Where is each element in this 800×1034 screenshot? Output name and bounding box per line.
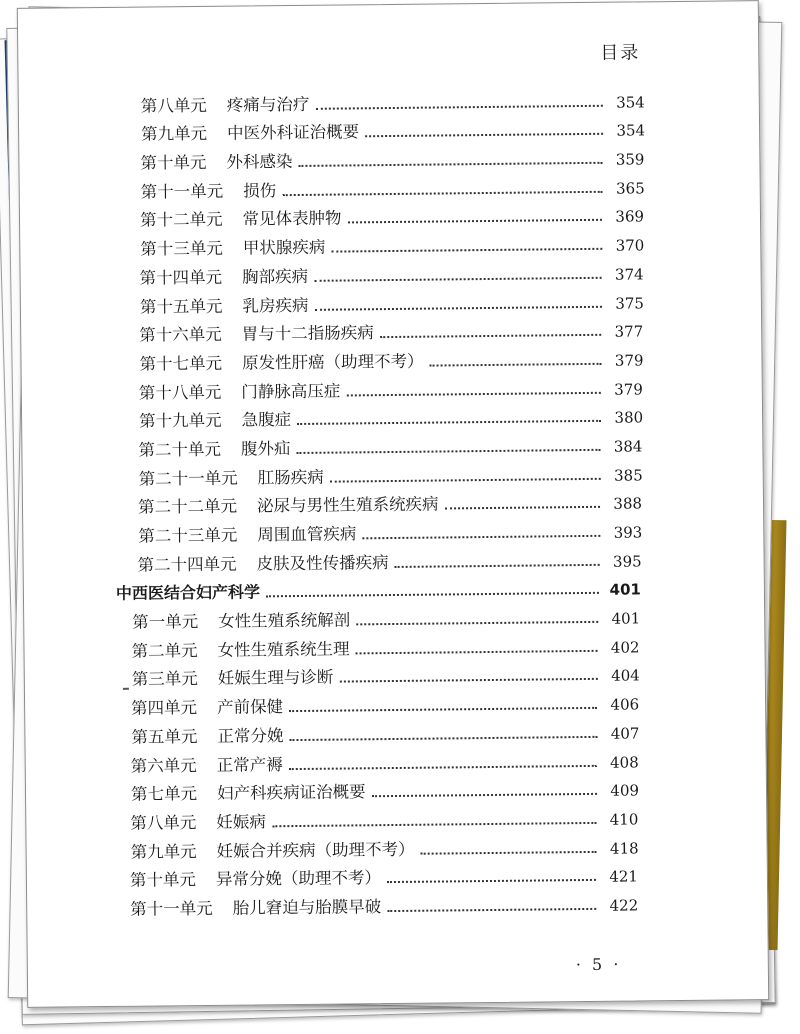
toc-leader-dots: [330, 476, 601, 482]
print-speck: [123, 688, 129, 690]
toc-page-number: 359: [615, 150, 645, 169]
toc-page: [17, 0, 769, 1008]
toc-page-number: 402: [610, 638, 640, 657]
toc-unit: 第二十一单元: [138, 468, 238, 489]
toc-leader-dots: [445, 505, 601, 510]
toc-page-number: 354: [616, 121, 646, 141]
toc-leader-dots: [395, 563, 600, 568]
toc-page-number: 385: [613, 466, 643, 485]
toc-title: 胃与十二指肠疾病: [241, 323, 374, 344]
toc-title: 妊娠病: [216, 812, 266, 832]
toc-title: 女性生殖系统生理: [217, 639, 350, 660]
toc-unit: 第十四单元: [139, 267, 223, 288]
toc-title: 妊娠合并疾病（助理不考）: [216, 839, 415, 861]
toc-page-number: 406: [610, 695, 640, 714]
toc-leader-dots: [380, 333, 602, 338]
toc-leader-dots: [372, 792, 598, 797]
toc-title: 乳房疾病: [242, 295, 309, 316]
toc-title: 急腹症: [241, 410, 292, 430]
toc-unit: 第四单元: [131, 698, 198, 718]
toc-page-number: 401: [611, 609, 641, 628]
toc-unit: 第三单元: [131, 669, 198, 690]
toc-leader-dots: [387, 907, 596, 912]
toc-title: 原发性肝癌（助理不考）: [241, 351, 424, 373]
toc-page-number: 401: [609, 580, 642, 600]
toc-title: 胎儿窘迫与胎膜早破: [232, 897, 382, 918]
toc-page-number: 365: [615, 179, 645, 198]
table-of-contents: [19, 81, 768, 921]
toc-leader-dots: [297, 419, 601, 425]
toc-unit: 第十单元: [140, 152, 207, 173]
toc-unit: 第五单元: [131, 726, 198, 747]
toc-title: 腹外疝: [240, 439, 291, 459]
toc-unit: 第二十四单元: [137, 554, 237, 575]
toc-leader-dots: [346, 390, 601, 396]
toc-page-number: 393: [613, 523, 643, 542]
toc-unit: 第十九单元: [139, 411, 222, 431]
toc-unit: 第十二单元: [139, 210, 223, 231]
toc-unit: 第十三单元: [140, 238, 223, 259]
toc-leader-dots: [365, 132, 603, 137]
toc-leader-dots: [362, 534, 600, 539]
toc-leader-dots: [387, 878, 596, 883]
toc-leader-dots: [296, 448, 600, 454]
toc-leader-dots: [315, 103, 603, 109]
toc-unit: 第一单元: [132, 612, 199, 632]
toc-page-number: 384: [613, 437, 643, 456]
toc-page-number: 380: [614, 408, 644, 427]
toc-title: 皮肤及性传播疾病: [256, 552, 389, 574]
toc-unit: 第十五单元: [139, 296, 223, 317]
toc-page-number: 370: [615, 236, 645, 255]
toc-page-number: 418: [609, 839, 639, 858]
toc-title: 泌尿与男性生殖系统疾病: [256, 494, 439, 516]
toc-page-number: 395: [612, 552, 642, 571]
toc-title: 门静脉高压症: [241, 381, 341, 402]
toc-title: 甲状腺疾病: [242, 237, 326, 258]
toc-page-number: 410: [609, 810, 639, 829]
toc-unit: 第二十二单元: [137, 496, 238, 517]
toc-unit: 第十七单元: [139, 353, 223, 374]
toc-title: 异常分娩（助理不考）: [215, 868, 382, 890]
toc-unit: 第二单元: [131, 640, 198, 661]
toc-title: 女性生殖系统解剖: [218, 610, 351, 631]
toc-leader-dots: [282, 190, 603, 196]
toc-title: 疼痛与治疗: [226, 94, 310, 115]
toc-unit: 第六单元: [130, 755, 197, 776]
toc-title: 正常产褥: [216, 754, 283, 775]
toc-page-number: 409: [610, 781, 640, 800]
toc-leader-dots: [430, 362, 602, 367]
toc-page-number: 354: [616, 93, 645, 112]
toc-title: 产前保健: [217, 697, 284, 717]
toc-leader-dots: [356, 649, 598, 655]
toc-title: 肛肠疾病: [257, 467, 324, 488]
toc-leader-dots: [289, 763, 597, 769]
toc-unit: 第十一单元: [140, 181, 224, 202]
toc-title: 外科感染: [226, 152, 293, 172]
toc-page-number: 408: [609, 752, 639, 772]
toc-page-number: 375: [615, 293, 645, 313]
toc-unit: 第九单元: [141, 124, 208, 144]
toc-page-number: 422: [609, 896, 639, 915]
toc-page-number: 379: [614, 379, 643, 399]
toc-title: 正常分娩: [217, 725, 284, 746]
toc-page-number: 377: [614, 322, 644, 341]
toc-leader-dots: [314, 304, 602, 310]
toc-title: 妊娠生理与诊断: [217, 668, 334, 689]
toc-leader-dots: [421, 849, 597, 854]
toc-unit: 第七单元: [130, 784, 198, 804]
toc-page-number: 407: [610, 724, 640, 743]
toc-leader-dots: [266, 591, 599, 597]
toc-page-number: 388: [613, 494, 643, 514]
section-title: 中西医结合妇产科学: [115, 582, 261, 604]
page-number-footer: · 5 ·: [575, 954, 622, 975]
toc-leader-dots: [356, 620, 598, 626]
toc-unit: 第二十单元: [138, 439, 222, 460]
toc-unit: 第八单元: [130, 812, 197, 833]
toc-unit: 第十一单元: [130, 898, 213, 919]
toc-title: 胸部疾病: [242, 266, 309, 287]
toc-leader-dots: [339, 677, 598, 683]
toc-leader-dots: [289, 735, 597, 741]
toc-leader-dots: [272, 821, 597, 827]
toc-title: 中医外科证治概要: [227, 122, 360, 144]
toc-title: 妇产科疾病证治概要: [216, 782, 366, 804]
toc-leader-dots: [348, 218, 603, 224]
toc-page-number: 421: [609, 867, 639, 887]
toc-unit: 第八单元: [140, 95, 207, 116]
toc-leader-dots: [331, 247, 602, 253]
toc-leader-dots: [298, 161, 602, 167]
toc-unit: 第九单元: [130, 841, 197, 862]
toc-unit: 第十八单元: [138, 382, 222, 403]
toc-page-number: 374: [614, 265, 644, 284]
toc-page-number: 369: [615, 207, 645, 227]
page-header-title: 目录: [600, 42, 641, 64]
toc-title: 周围血管疾病: [257, 524, 357, 545]
toc-title: 损伤: [243, 180, 277, 201]
toc-page-number: 379: [614, 351, 644, 370]
toc-unit: 第二十三单元: [138, 525, 238, 546]
toc-unit: 第十单元: [129, 870, 197, 891]
toc-page-number: 404: [611, 666, 640, 686]
toc-leader-dots: [289, 706, 597, 712]
toc-leader-dots: [314, 276, 602, 282]
toc-unit: 第十六单元: [139, 324, 222, 345]
toc-title: 常见体表肿物: [242, 208, 342, 229]
